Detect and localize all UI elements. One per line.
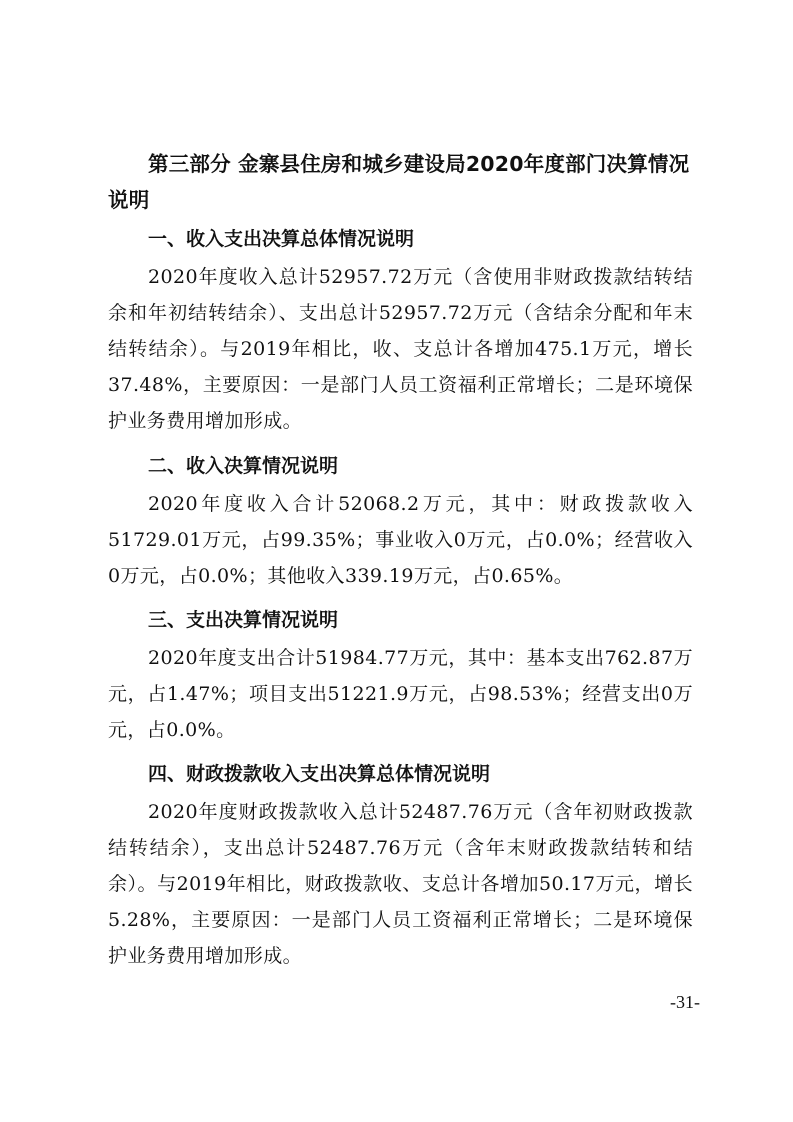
section-body-2: 2020年度收入合计52068.2万元，其中：财政拨款收入51729.01万元，占99.35%；事业收入0万元，占0.0%；经营收入0万元，占0.0%；其他收入339.19万元，占0.65%。 [108,493,693,587]
section-heading-1: 一、收入支出决算总体情况说明 [148,228,415,250]
section-heading-3: 三、支出决算情况说明 [148,609,339,631]
page-number: -31- [670,992,700,1012]
section-heading-4: 四、财政拨款收入支出决算总体情况说明 [148,763,491,785]
section-body-1: 2020年度收入总计52957.72万元（含使用非财政拨款结转结余和年初结转结余）、支出总计52957.72万元（含结余分配和年末结转结余）。与2019年相比，收、支总计各增加475.1万元，增长37.48%，主要原因：一是部门人员工资福利正常增长；二是环境保护业务费用增加形成。 [108,266,693,432]
document-title: 第三部分 金寨县住房和城乡建设局2020年度部门决算情况说明 [108,152,690,212]
section-body-3: 2020年度支出合计51984.77万元，其中：基本支出762.87万元，占1.47%；项目支出51221.9万元，占98.53%；经营支出0万元，占0.0%。 [108,647,693,741]
section-body-4: 2020年度财政拨款收入总计52487.76万元（含年初财政拨款结转结余），支出总计52487.76万元（含年末财政拨款结转和结余）。与2019年相比，财政拨款收、支总计各增加50.17万元，增长5.28%，主要原因：一是部门人员工资福利正常增长；二是环境保护业务费用增加形成。 [108,801,693,967]
section-heading-2: 二、收入决算情况说明 [148,455,339,477]
